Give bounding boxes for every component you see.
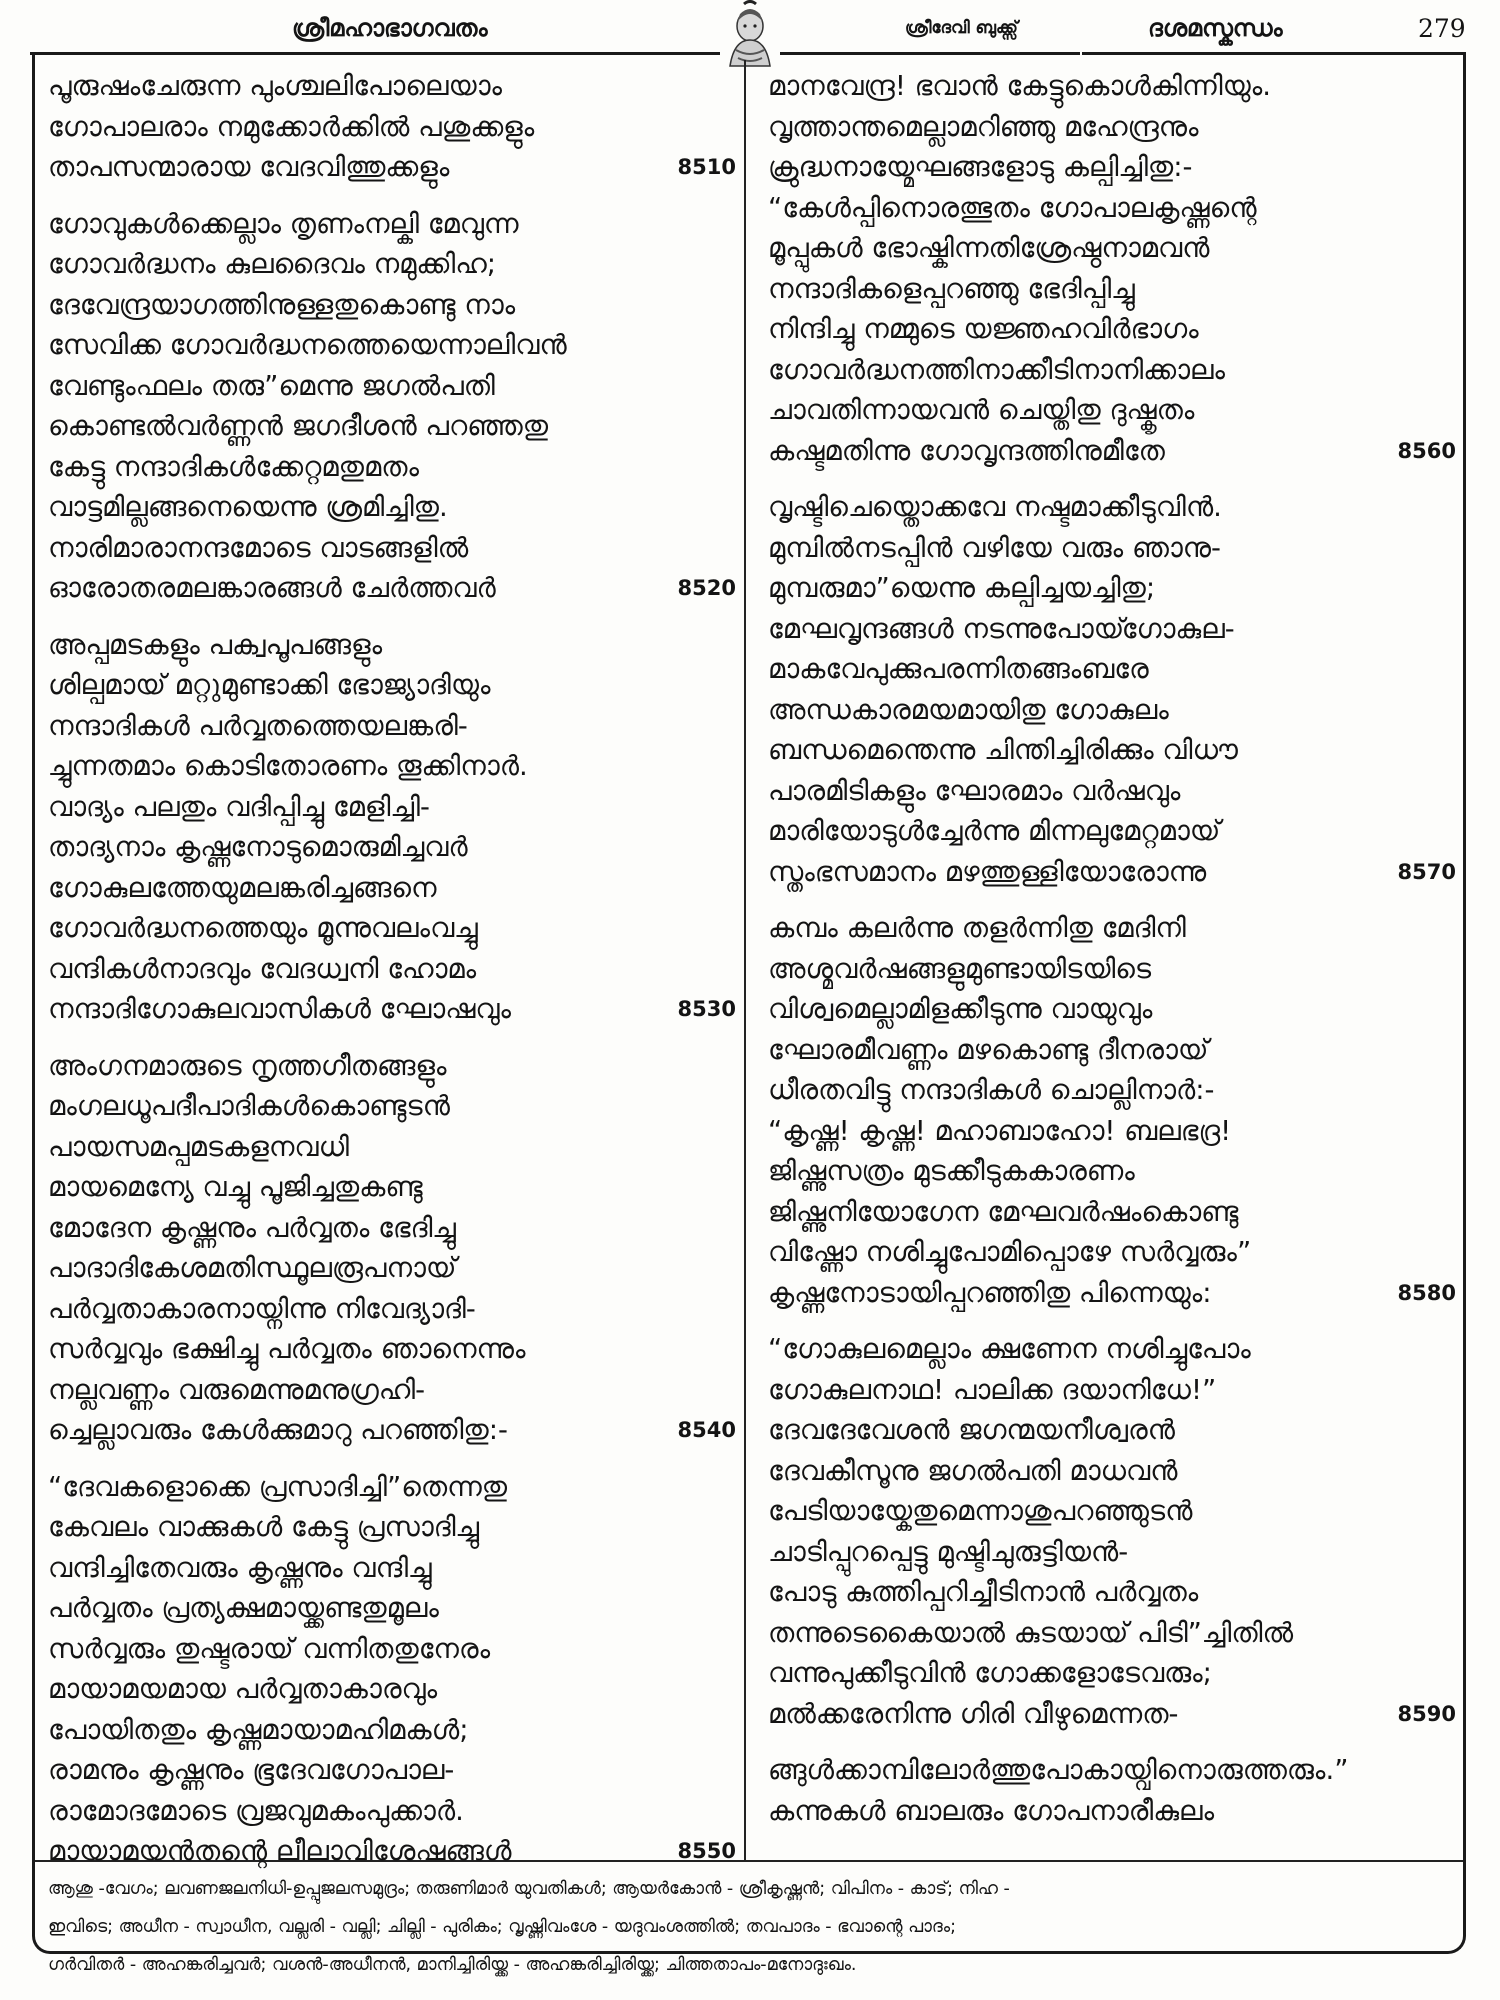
verse-number: 8580: [1397, 1280, 1456, 1305]
verse-line: ഘോരമീവണ്ണം മഴകൊണ്ടു ദീനരായ്: [768, 1033, 1209, 1066]
verse-line: “ഗോകുലമെല്ലാം ക്ഷണേന നശിച്ചുപോം: [768, 1333, 1251, 1365]
verse-stanza: [768, 1750, 1456, 1831]
verse-number: 8510: [677, 155, 736, 179]
verse-line: കന്നുകൾ ബാലരും ഗോപനാരീകുലം: [768, 1794, 1215, 1827]
verse-line: ച്ചുന്നതമാം കൊടിതോരണം തൂക്കിനാർ.: [48, 750, 528, 782]
verse-number: 8570: [1397, 859, 1456, 884]
verse-line: വാദ്യം പലതും വദിപ്പിച്ചു മേളിച്ചി-: [48, 790, 430, 823]
verse-number: 8590: [1397, 1701, 1456, 1726]
verse-line: പർവ്വതാകാരനായ്നിന്നു നിവേദ്യാദി-: [48, 1292, 476, 1325]
verse-line: മൂപ്പുകൾ ഭോഷ്കിന്നതിശ്രേഷ്ഠനാമവൻ: [768, 232, 1210, 264]
verse-line: പാദാദികേശമതിസ്ഥൂലരൂപനായ്: [48, 1252, 457, 1284]
verse-line: വന്ദികൾനാദവും വേദധ്വനി ഹോമം: [48, 952, 477, 985]
verse-line: ഓരോതരമലങ്കാരങ്ങൾ ചേർത്തവർ 8520: [48, 568, 736, 609]
verse-line: പോടു കുത്തിപ്പറിച്ചീടിനാൻ പർവ്വതം: [768, 1576, 1199, 1608]
verse-line: വാട്ടമില്ലങ്ങനെയെന്നു ശ്രമിച്ചിതു.: [48, 491, 448, 523]
verse-line: വൃത്താന്തമെല്ലാമറിഞ്ഞു മഹേന്ദ്രനും: [768, 110, 1199, 143]
verse-line: താപസന്മാരായ വേദവിത്തുക്കളും 8510: [48, 147, 736, 188]
verse-line: ദേവേന്ദ്രയാഗത്തിനുള്ളതുകൊണ്ടു നാം: [48, 288, 516, 321]
verse-stanza: [48, 66, 736, 188]
verse-number: 8530: [677, 997, 736, 1021]
verse-line: നല്ലവണ്ണം വരുമെന്നുമനുഗ്രഹി-: [48, 1373, 426, 1406]
verse-line: മുമ്പരുമാ”യെന്നു കല്പിച്ചയച്ചിതു;: [768, 572, 1156, 604]
verse-number: 8560: [1397, 438, 1456, 463]
verse-line: ച്ചെല്ലാവരും കേൾക്കുമാറു പറഞ്ഞിതു:- 8540: [48, 1410, 736, 1451]
book-title: ശ്രീമഹാഭാഗവതം: [292, 14, 488, 42]
verse-line: മൽക്കരേനിന്നു ഗിരി വീഴുമെന്നത- 8590: [768, 1694, 1456, 1735]
verse-line: മേഘവൃന്ദങ്ങൾ നടന്നുപോയ്ഗോകുല-: [768, 612, 1235, 645]
verse-line: താദ്യനാം കൃഷ്ണനോടുമൊരുമിച്ചവർ: [48, 831, 468, 863]
verse-line: മായാമയൻതന്റെ ലീലാവിശേഷങ്ങൾ 8550: [48, 1831, 736, 1872]
page-header: [0, 0, 1500, 62]
verse-line: സർവ്വരും തുഷ്ടരായ് വന്നിതതുനേരം: [48, 1632, 491, 1665]
glossary-line: ആശു -വേഗം; ലവണജലനിധി-ഉപ്പുജലസമുദ്രം; തരുണിമാർ യുവതികൾ; ആയർകോൻ - ശ്രീകൃഷ്ണൻ; വിപിനം - കാട്; നിഹ -: [48, 1879, 1010, 1899]
verse-number: 8540: [677, 1418, 736, 1442]
glossary-line: ഗർവിതർ - അഹങ്കരിച്ചവർ; വശൻ-അധീനൻ, മാനിച്ചിരിയ്ക്ക - അഹങ്കരിച്ചിരിയ്ക്ക; ചിത്തതാപം-മനോദുഃഖം.: [48, 1955, 857, 1975]
verse-stanza: [48, 204, 736, 609]
verse-line: ദേവകീസൂനു ജഗൽപതി മാധവൻ: [768, 1454, 1178, 1487]
verse-line: വിശ്വമെല്ലാമിളക്കീടുന്നു വായുവും: [768, 993, 1153, 1025]
verse-line: സേവിക്ക ഗോവർദ്ധനത്തെയെന്നാലിവൻ: [48, 329, 567, 361]
verse-line: ങ്ങുൾക്കാമ്പിലോർത്തുപോകായ്വിനൊരുത്തരും.”: [768, 1754, 1349, 1786]
verse-line: അപ്പമടകളും പക്വപൂപങ്ങളും: [48, 628, 383, 661]
verse-line: വന്നുപുക്കീടുവിൻ ഗോക്കളോടേവരും;: [768, 1657, 1212, 1689]
verse-line: ജിഷ്ണുനിയോഗേന മേഘവർഷംകൊണ്ടു: [768, 1195, 1239, 1228]
verse-line: “കൃഷ്ണ! കൃഷ്ണ! മഹാബാഹോ! ബലഭദ്ര!: [768, 1114, 1232, 1147]
verse-line: ചാവതിന്നായവൻ ചെയ്തിതു ദുഷ്കൃതം: [768, 394, 1195, 426]
verse-line: ഗോവർദ്ധനത്തെയും മൂന്നുവലംവച്ചു: [48, 912, 478, 944]
verse-line: പൂരുഷംചേരുന്ന പുംശ്ചലിപോലെയാം: [48, 70, 503, 102]
verse-number: 8520: [677, 576, 736, 600]
verse-line: കൃഷ്ണനോടായിപ്പറഞ്ഞിതു പിന്നെയും: 8580: [768, 1273, 1456, 1314]
section-title: ദശമസ്കന്ധം: [1148, 14, 1283, 42]
verse-line: അംഗനമാരുടെ നൃത്തഗീതങ്ങളും: [48, 1049, 447, 1082]
verse-line: ബന്ധമെന്തെന്നു ചിന്തിച്ചിരിക്കും വിധൗ: [768, 734, 1238, 766]
verse-line: മംഗലധൂപദീപാദികൾകൊണ്ടുടൻ: [48, 1090, 450, 1122]
verse-line: തന്നുടെകൈയാൽ കുടയായ് പിടി”ച്ചിതിൽ: [768, 1616, 1294, 1649]
verse-line: മാരിയോടുൾച്ചേർന്നു മിന്നലുമേറ്റമായ്: [768, 815, 1221, 847]
verse-line: ഗോവുകൾക്കെല്ലാം തൃണംനല്കി മേവുന്ന: [48, 207, 519, 240]
glossary-line: ഇവിടെ; അധീന - സ്വാധീന, വല്ലരി - വല്ലി; ചില്ലി - പുരികം; വൃഷ്ണിവംശേ - യദുവംശത്തിൽ; തവപാദം - ഭവാന്റെ പാദം;: [48, 1917, 956, 1937]
verse-line: പേടിയായ്കേതുമെന്നാശുപറഞ്ഞുടൻ: [768, 1495, 1193, 1527]
verse-stanza: [768, 908, 1456, 1313]
verse-stanza: [768, 1329, 1456, 1734]
verse-line: ഗോപാലരാം നമുക്കോർക്കിൽ പശുക്കളും: [48, 110, 535, 143]
publisher-name: ശ്രീദേവി ബുക്ക്സ്: [905, 18, 1018, 38]
verse-line: നന്ദാദികൾ പർവ്വതത്തെയലങ്കരി-: [48, 709, 468, 742]
verse-line: നന്ദാദിഗോകുലവാസികൾ ഘോഷവും 8530: [48, 989, 736, 1030]
verse-line: രാമോദമോടെ വ്രജവുമകംപുക്കാർ.: [48, 1794, 464, 1827]
verse-line: കേട്ടു നന്ദാദികൾക്കേറ്റമതുമതം: [48, 450, 419, 483]
verse-line: ഗോവർദ്ധനം കുലദൈവം നമുക്കിഹ;: [48, 248, 497, 280]
verse-line: പോയിതതും കൃഷ്ണമായാമഹിമകൾ;: [48, 1713, 469, 1746]
verse-line: വേണ്ടുംഫലം തരു”മെന്നു ജഗൽപതി: [48, 369, 495, 402]
verse-line: വൃഷ്ടിചെയ്തൊക്കവേ നഷ്ടമാക്കീടുവിൻ.: [768, 491, 1222, 523]
page-number: 279: [1418, 14, 1466, 43]
verse-line: കമ്പം കലർന്നു തളർന്നിതു മേദിനി: [768, 912, 1186, 944]
verse-line: പായസമപ്പമടകളനവധി: [48, 1130, 349, 1163]
verse-line: കഷ്ടമതിന്നു ഗോവൃന്ദത്തിനുമീതേ 8560: [768, 431, 1456, 472]
verse-line: നിന്ദിച്ചു നമ്മുടെ യജ്ഞഹവിർഭാഗം: [768, 313, 1199, 345]
verse-stanza: [768, 66, 1456, 471]
right-verse-column: [768, 66, 1456, 1847]
verse-line: രാമനും കൃഷ്ണനും ഭൂദേവഗോപാല-: [48, 1754, 455, 1786]
verse-line: ധീരതവിട്ടു നന്ദാദികൾ ചൊല്ലിനാർ:-: [768, 1074, 1215, 1106]
verse-line: മായാമയമായ പർവ്വതാകാരവും: [48, 1673, 438, 1705]
verse-stanza: [48, 1046, 736, 1451]
verse-line: മാനവേന്ദ്ര! ഭവാൻ കേട്ടുകൊൾകിന്നിയും.: [768, 70, 1272, 102]
verse-line: വിഷ്ണോ നശിച്ചുപോമിപ്പൊഴേ സർവ്വരും”: [768, 1236, 1252, 1268]
verse-line: മുമ്പിൽനടപ്പിൻ വഴിയേ വരും ഞാനു-: [768, 531, 1221, 564]
verse-line: മാകവേപുക്കുപരന്നിതങ്ങംബരേ: [768, 653, 1149, 685]
verse-number: 8550: [677, 1839, 736, 1863]
verse-line: വന്ദിച്ചിതേവരും കൃഷ്ണനും വന്ദിച്ചു: [48, 1551, 432, 1584]
glossary: [48, 1870, 1452, 1984]
verse-line: ശില്പമായ് മറ്റുമുണ്ടാക്കി ഭോജ്യാദിയും: [48, 669, 491, 701]
verse-line: ദേവദേവേശൻ ജഗന്മയനീശ്വരൻ: [768, 1414, 1175, 1446]
verse-line: മോദേന കൃഷ്ണനും പർവ്വതം ഭേദിച്ചു: [48, 1211, 456, 1244]
left-verse-column: [48, 66, 736, 1888]
verse-line: ഗോകുലനാഥ! പാലിക്ക ദയാനിധേ!”: [768, 1373, 1217, 1406]
verse-line: പർവ്വതം പ്രത്യക്ഷമായ്ക്കണ്ടതുമൂലം: [48, 1592, 439, 1624]
verse-line: കൊണ്ടൽവർണ്ണൻ ജഗദീശൻ പറഞ്ഞതു: [48, 410, 549, 442]
verse-line: നാരിമാരാനന്ദമോടെ വാടങ്ങളിൽ: [48, 531, 469, 564]
verse-line: ജിഷ്ണുസത്രം മുടക്കീടുകകാരണം: [768, 1155, 1135, 1187]
column-divider: [744, 60, 746, 1860]
verse-line: ചാടിപ്പുറപ്പെട്ടു മുഷ്ടിചുരുട്ടിയൻ-: [768, 1535, 1129, 1568]
verse-line: പാരമിടികളും ഘോരമാം വർഷവും: [768, 774, 1181, 807]
verse-line: ഗോവർദ്ധനത്തിനാക്കീടിനാനിക്കാലം: [768, 353, 1226, 386]
verse-stanza: [48, 1467, 736, 1872]
verse-line: അന്ധകാരമയമായിതു ഗോകുലം: [768, 693, 1169, 726]
verse-line: സ്തംഭസമാനം മഴത്തുള്ളിയോരോന്നു 8570: [768, 852, 1456, 893]
verse-stanza: [48, 625, 736, 1030]
verse-line: മായമെന്യേ വച്ചു പൂജിച്ചതുകണ്ടു: [48, 1171, 423, 1203]
verse-line: ക്രുദ്ധനായ്മേഘങ്ങളോടു കല്പിച്ചിതു:-: [768, 151, 1193, 183]
verse-line: നന്ദാദികളെപ്പറഞ്ഞു ഭേദിപ്പിച്ചു: [768, 272, 1135, 305]
verse-line: അശ്മവർഷങ്ങളുമുണ്ടായിടയിടെ: [768, 952, 1152, 985]
verse-line: കേവലം വാക്കുകൾ കേട്ടു പ്രസാദിച്ചു: [48, 1511, 480, 1543]
verse-line: ഗോകുലത്തേയുമലങ്കരിച്ചങ്ങനെ: [48, 871, 437, 904]
verse-line: “കേൾപ്പിനൊരത്ഭുതം ഗോപാലകൃഷ്ണന്റെ: [768, 191, 1257, 224]
verse-stanza: [768, 487, 1456, 892]
verse-line: സർവ്വവും ഭക്ഷിച്ചു പർവ്വതം ഞാനെന്നും: [48, 1333, 526, 1365]
verse-line: “ദേവകളൊക്കെ പ്രസാദിച്ചി”തെന്നതു: [48, 1470, 508, 1503]
